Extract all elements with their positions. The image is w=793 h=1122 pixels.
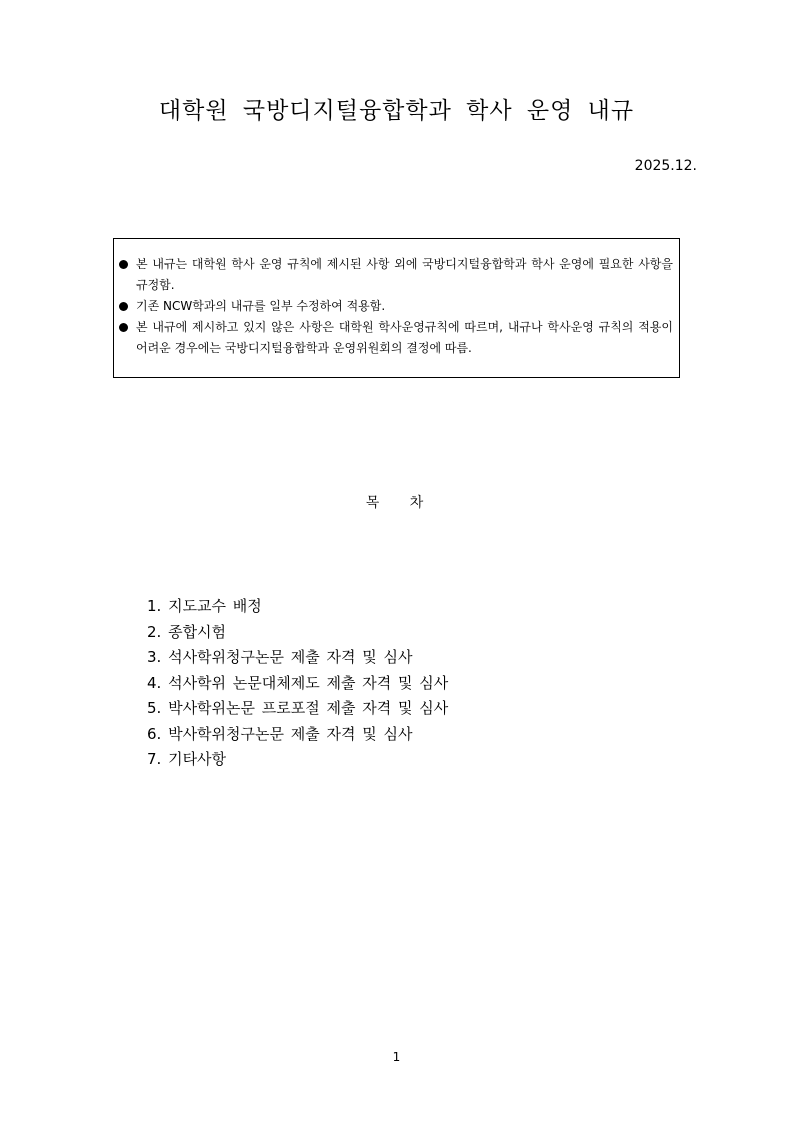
notice-item [119, 296, 673, 317]
document-title: 대학원 국방디지털융합학과 학사 운영 내규 [158, 98, 635, 124]
notice-item [119, 254, 673, 296]
notice-item [119, 317, 673, 359]
bullet-icon [119, 302, 128, 311]
toc-item: 4. 석사학위 논문대체제도 제출 자격 및 심사 [147, 673, 449, 692]
page-number: 1 [392, 1050, 401, 1064]
notice-text: 본 내규에 제시하고 있지 않은 사항은 대학원 학사운영규칙에 따르며, 내규나 학사운영 규칙의 적용이 어려운 경우에는 국방디지털융합학과 운영위원회의 결정에 따름. [136, 320, 673, 355]
notice-list [119, 254, 673, 359]
toc-item: 3. 석사학위청구논문 제출 자격 및 심사 [147, 648, 413, 666]
toc-item: 6. 박사학위청구논문 제출 자격 및 심사 [147, 724, 413, 743]
notice-text: 기존 NCW학과의 내규를 일부 수정하여 적용함. [136, 299, 386, 313]
document-date: 2025.12. [634, 158, 697, 174]
notice-text: 본 내규는 대학원 학사 운영 규칙에 제시된 사항 외에 국방디지털융합학과 학사 운영에 필요한 사항을 규정함. [136, 257, 673, 292]
toc-item: 2. 종합시험 [147, 622, 227, 641]
notice-box [113, 238, 680, 378]
toc-item: 7. 기타사항 [147, 750, 227, 768]
toc-item: 5. 박사학위논문 프로포절 제출 자격 및 심사 [147, 699, 449, 717]
bullet-icon [119, 323, 128, 332]
table-of-contents [147, 594, 448, 773]
toc-title: 목 차 [365, 495, 428, 511]
toc-item: 1. 지도교수 배정 [147, 597, 262, 615]
bullet-icon [119, 260, 128, 269]
